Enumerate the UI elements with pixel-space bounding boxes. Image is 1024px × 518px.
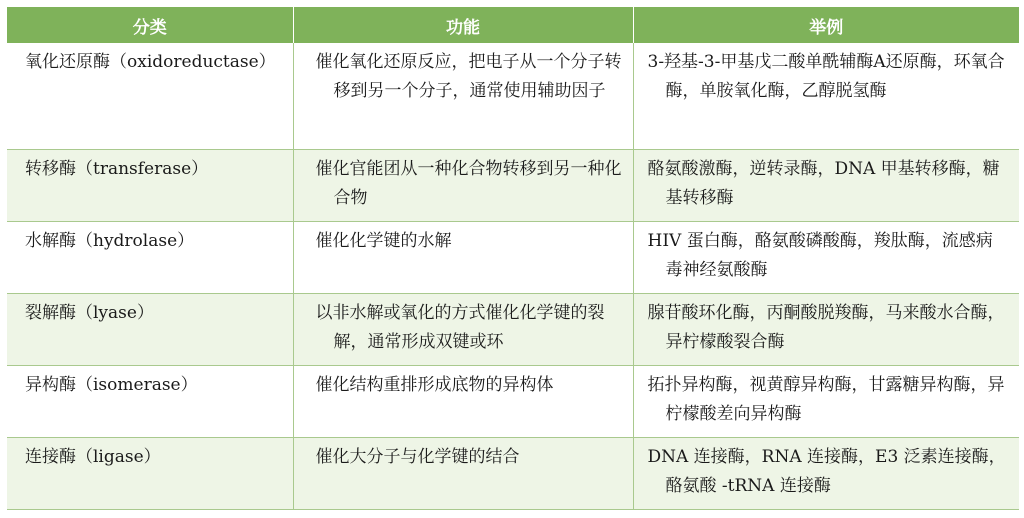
- table-row: [7, 294, 1019, 366]
- table-row: [7, 366, 1019, 438]
- table-row: [7, 222, 1019, 294]
- examples-text: HIV 蛋白酶，酪氨酸磷酸酶，羧肽酶，流感病毒神经氨酸酶: [647, 231, 993, 280]
- category-cell: 异构酶（isomerase）: [7, 366, 293, 438]
- function-cell: [293, 438, 633, 510]
- category-cell: 水解酶（hydrolase）: [7, 222, 293, 294]
- function-text: 催化官能团从一种化合物转移到另一种化合物: [315, 159, 622, 208]
- table-row: [7, 150, 1019, 222]
- category-cell: 氧化还原酶（oxidoreductase）: [7, 43, 293, 150]
- function-text: 以非水解或氧化的方式催化化学键的裂解，通常形成双键或环: [315, 303, 605, 352]
- function-text: 催化氧化还原反应，把电子从一个分子转移到另一个分子，通常使用辅助因子: [315, 52, 622, 101]
- category-cell: 连接酶（ligase）: [7, 438, 293, 510]
- table-row: [7, 43, 1019, 150]
- function-cell: [293, 43, 633, 150]
- function-cell: [293, 150, 633, 222]
- function-text: 催化大分子与化学键的结合: [315, 447, 520, 467]
- examples-text: DNA 连接酶，RNA 连接酶，E3 泛素连接酶，酪氨酸 -tRNA 连接酶: [647, 447, 1006, 496]
- header-examples: 举例: [633, 7, 1019, 43]
- function-cell: [293, 222, 633, 294]
- examples-text: 拓扑异构酶，视黄醇异构酶，甘露糖异构酶，异柠檬酸差向异构酶: [647, 375, 1005, 424]
- category-cell: 转移酶（transferase）: [7, 150, 293, 222]
- category-cell: 裂解酶（lyase）: [7, 294, 293, 366]
- enzyme-classification-table: [7, 7, 1019, 510]
- examples-cell: [633, 294, 1019, 366]
- examples-text: 腺苷酸环化酶，丙酮酸脱羧酶，马来酸水合酶，异柠檬酸裂合酶: [647, 303, 1005, 352]
- table-row: [7, 438, 1019, 510]
- examples-cell: [633, 222, 1019, 294]
- examples-cell: [633, 150, 1019, 222]
- function-text: 催化化学键的水解: [315, 231, 452, 251]
- function-cell: [293, 294, 633, 366]
- function-cell: [293, 366, 633, 438]
- header-category: 分类: [7, 7, 293, 43]
- function-text: 催化结构重排形成底物的异构体: [315, 375, 554, 395]
- examples-cell: [633, 438, 1019, 510]
- examples-cell: [633, 43, 1019, 150]
- examples-text: 酪氨酸激酶，逆转录酶，DNA 甲基转移酶，糖基转移酶: [647, 159, 1000, 208]
- table-header-row: [7, 7, 1019, 43]
- examples-cell: [633, 366, 1019, 438]
- examples-text: 3-羟基-3-甲基戊二酸单酰辅酶A还原酶，环氧合酶，单胺氧化酶，乙醇脱氢酶: [647, 52, 1005, 101]
- header-function: 功能: [293, 7, 633, 43]
